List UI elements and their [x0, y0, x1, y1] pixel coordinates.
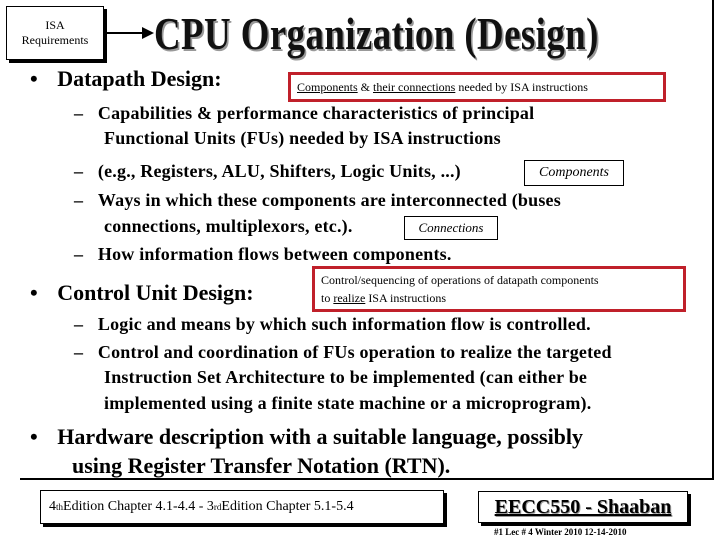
hardware-line1: Hardware description with a suitable language, possibly: [57, 424, 584, 449]
datapath-item-1: [74, 103, 534, 124]
datapath-label: Datapath Design:: [57, 66, 222, 91]
footer-edition-box: [40, 490, 444, 524]
control-note-line2: [321, 289, 683, 307]
footer-ed4-sup: th: [56, 502, 64, 512]
datapath-item-3-cont: connections, multiplexors, etc.).: [104, 216, 353, 236]
course-title-box: EECC550 - Shaaban: [478, 491, 688, 523]
control-note-text: [315, 269, 683, 307]
item-text: (e.g., Registers, ALU, Shifters, Logic Units, ...): [97, 161, 461, 181]
item-text: Logic and means by which such information flow is controlled.: [97, 314, 591, 334]
footer-ed3-text: Edition Chapter 5.1-5.4: [221, 499, 354, 514]
control-item-1: [74, 314, 591, 335]
components-tag: Components: [524, 160, 624, 186]
footer-ed4-text: Edition Chapter 4.1-4.4 - 3: [63, 499, 214, 514]
hardware-line2: using Register Transfer Notation (RTN).: [72, 453, 451, 478]
note-realize: realize: [333, 291, 366, 305]
footer-ed3-sup: rd: [213, 502, 222, 512]
item-text: Ways in which these components are interconnected (buses: [97, 190, 561, 210]
dash-icon: –: [74, 190, 84, 210]
arrow-right-icon: [142, 27, 154, 39]
isa-box-line2: Requirements: [21, 33, 89, 47]
datapath-bullet-row: [30, 66, 222, 92]
control-label: Control Unit Design:: [57, 280, 254, 305]
bullet-icon: •: [30, 280, 38, 305]
page-title: CPU Organization (Design): [154, 9, 599, 59]
footer-meta: #1 Lec # 4 Winter 2010 12-14-2010: [494, 527, 627, 537]
datapath-item-3: [74, 190, 561, 211]
note-needed: needed by ISA instructions: [455, 80, 588, 94]
item-text: How information flows between components.: [97, 244, 452, 264]
control-bullet-row: [30, 280, 254, 306]
frame-right-border: [712, 0, 714, 480]
dash-icon: –: [74, 314, 84, 334]
datapath-note-box: [288, 72, 666, 102]
control-item-2-cont2: implemented using a finite state machine or a microprogram).: [104, 393, 592, 413]
datapath-item-2: [74, 161, 461, 182]
control-note-line1: Control/sequencing of operations of datapath components: [321, 273, 599, 287]
datapath-note-text: [291, 75, 663, 99]
dash-icon: –: [74, 103, 84, 123]
note-amp: &: [357, 80, 374, 94]
datapath-item-4: [74, 244, 452, 265]
isa-requirements-box: [6, 6, 104, 60]
datapath-item-1-cont: Functional Units (FUs) needed by ISA instructions: [104, 128, 501, 148]
bullet-icon: •: [30, 66, 38, 91]
note-connections: their connections: [373, 80, 456, 94]
isa-box-line1: ISA: [45, 18, 65, 32]
footer-ed4-num: 4: [49, 499, 56, 514]
arrow-line: [104, 32, 144, 34]
note-to: to: [321, 291, 334, 305]
item-text: Capabilities & performance characteristics of principal: [97, 103, 535, 123]
hardware-bullet-row: [30, 424, 583, 450]
item-text: Control and coordination of FUs operation to realize the targeted: [97, 342, 612, 362]
dash-icon: –: [74, 244, 84, 264]
dash-icon: –: [74, 161, 84, 181]
control-note-box: [312, 266, 686, 312]
note-components: Components: [297, 80, 358, 94]
bullet-icon: •: [30, 424, 38, 449]
connections-tag: Connections: [404, 216, 498, 240]
control-item-2: [74, 342, 612, 363]
note-isa: ISA instructions: [365, 291, 446, 305]
dash-icon: –: [74, 342, 84, 362]
control-item-2-cont1: Instruction Set Architecture to be implemented (can either be: [104, 367, 588, 387]
